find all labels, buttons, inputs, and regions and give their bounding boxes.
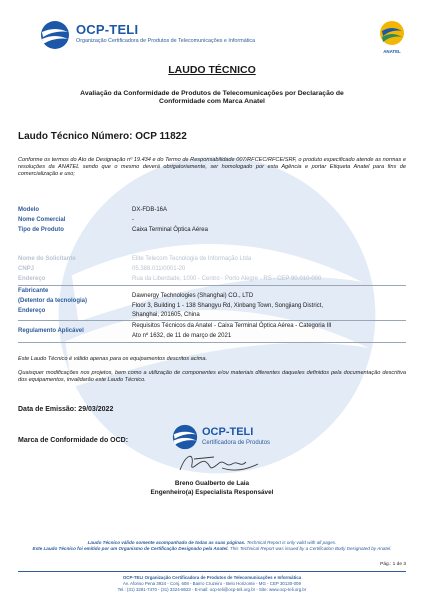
intro-paragraph: Conforme os termos do Ato de Designação nº 19.434 e do Termo de Responsabilidade 007/RFCEC/RFCE/SRF, o produto especificado atende as normas e resoluções da ANATEL sendo que o mesmo deverá obrigatoriamente, ser homologado por esta Agência e portar Etiqueta Anatel para fins de comercialização e uso; (18, 157, 406, 178)
requester-address-value: Rua da Liberdade, 1000 - Centro - Porto Alegre - RS - CEP 90.010-000 (132, 276, 322, 282)
manufacturer-address-line2: Shanghai, 201605, China (132, 312, 200, 318)
validity-line1-pt: Laudo Técnico válido somente acompanhado de todas as suas páginas. (87, 540, 246, 545)
manufacturer-address-label: Endereço (18, 308, 46, 314)
ocp-teli-mark-icon (172, 424, 198, 450)
modification-note: Quaisquer modificações nos projetos, bem como a utilização de componentes e/ou materiais diferentes daqueles definidos pela documentação descritiva dos equipamentos, invalidarão este Laudo Técnico. (18, 370, 406, 384)
divider (18, 320, 406, 321)
footer-address: Av. Afonso Pena 3924 - Conj. 608 - Bairro Cruzeiro - Belo Horizonte - MG - CEP 30130-009 (123, 581, 301, 586)
anatel-label: ANATEL (383, 49, 401, 54)
footer-divider (18, 571, 406, 572)
model-label: Modelo (18, 207, 39, 213)
product-type-value: Caixa Terminal Óptica Aérea (132, 227, 208, 233)
footer-org-name: OCP-TELI Organização Certificadora de Produtos de Telecomunicações e Informática (122, 575, 302, 580)
validity-footer (30, 540, 394, 552)
product-type-label: Tipo de Produto (18, 227, 64, 233)
requester-address-label: Endereço (18, 276, 46, 282)
technology-holder-label: (Detentor da tecnologia) (18, 298, 88, 304)
requester-cnpj-value: 05.388.011/0001-20 (132, 266, 186, 272)
signatory-name: Breno Gualberto de Laia (174, 480, 250, 487)
ocp-teli-logo-icon (40, 20, 70, 50)
manufacturer-address-line1: Floor 3, Building 1 - 138 Shangyu Rd, Xinbang Town, Songjiang District, (132, 303, 324, 309)
brand-name: OCP-TELI (76, 22, 139, 37)
conformity-mark-label: Marca de Conformidade do OCD: (18, 437, 129, 444)
requester-name-label: Nome do Solicitante (18, 256, 76, 262)
mark-subtitle: Certificadora de Produtos (202, 440, 271, 446)
manufacturer-name-value: Dawnergy Technologies (Shanghai) CO., LTD (132, 293, 254, 299)
footer-contact: Tel.: (31) 3281-7470 - (31) 3324-8623 - E-mail: ocp-teli@ocp-teli.org.br - Site: www.ocp-teli.org.br (117, 587, 307, 592)
validity-line2-en: This Technical Report was issued by a Certification Body Designated by Anatel. (228, 546, 392, 552)
page-title: LAUDO TÉCNICO (168, 64, 256, 76)
manufacturer-label: Fabricante (18, 288, 49, 294)
report-number: Laudo Técnico Número: OCP 11822 (18, 131, 187, 142)
commercial-name-label: Nome Comercial (18, 217, 66, 223)
regulation-line2: Ato nº 1632, de 11 de março de 2021 (132, 333, 232, 339)
emission-date: Data de Emissão: 29/03/2022 (18, 406, 114, 413)
header (40, 18, 401, 58)
signature-icon (174, 450, 264, 478)
footer (0, 575, 424, 593)
anatel-logo (378, 18, 406, 58)
regulation-label: Regulamento Aplicável (18, 328, 84, 334)
validity-note: Este Laudo Técnico é válido apenas para os equipamentos descritos acima. (18, 356, 208, 362)
commercial-name-value: - (132, 217, 134, 223)
model-value: DX-FDB-16A (132, 207, 168, 213)
regulation-line1: Requisitos Técnicos da Anatel - Caixa Terminal Óptica Aérea - Categoria III (132, 323, 332, 329)
validity-line2-pt: Este Laudo Técnico foi emitido por um Organismo de Certificação Designado pela Anatel. (32, 546, 229, 552)
page-number: Pág.: 1 de 3 (380, 562, 406, 567)
divider (18, 285, 406, 286)
brand-tagline: Organização Certificadora de Produtos de Telecomunicações e Informática (76, 38, 256, 44)
mark-brand-name: OCP-TELI (202, 426, 254, 438)
divider (18, 342, 406, 343)
validity-line1-en: Technical Report is only valid with all pages. (245, 540, 337, 545)
requester-cnpj-label: CNPJ (18, 266, 35, 272)
anatel-emblem-icon (378, 18, 406, 48)
page-subtitle: Avaliação da Conformidade de Produtos de Telecomunicações por Declaração de Conformidade com Marca Anatel (80, 90, 344, 106)
requester-name-value: Elite Telecom Tecnologia de Informação Ltda (132, 256, 252, 262)
signatory-role: Engenheiro(a) Especialista Responsável (150, 489, 274, 496)
